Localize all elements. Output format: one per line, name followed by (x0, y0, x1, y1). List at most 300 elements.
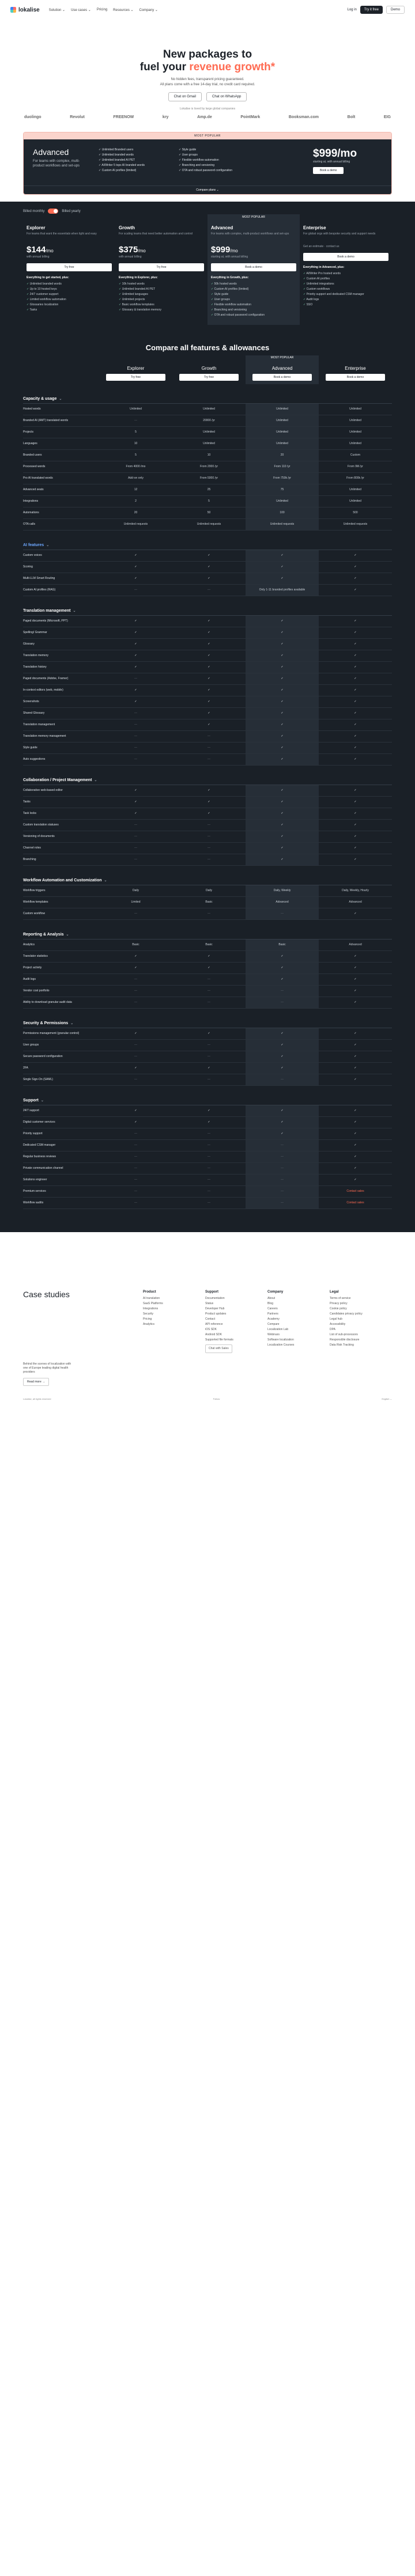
plan-everything-label: Everything in Growth, plus: (211, 276, 249, 279)
try-free-button[interactable]: Try it free (360, 6, 383, 14)
plan-price: $999/mo (211, 245, 238, 255)
table-cell: Basic (132, 943, 139, 946)
table-cell: Daily (132, 889, 139, 892)
table-cell: ✓ (207, 700, 210, 703)
hero-subtitle-2: All plans come with a free 14-day trial, no credit card required. (160, 83, 255, 86)
table-cell: ✓ (354, 654, 357, 657)
row-label: Screenshots (23, 700, 39, 703)
compare-cta-button[interactable]: Try free (179, 374, 239, 381)
table-cell: Advanced (246, 897, 319, 908)
table-row (23, 1051, 392, 1063)
footer-col-legal (330, 1290, 392, 1386)
table-cell: ✓ (207, 1066, 210, 1070)
table-cell: ✓ (354, 711, 357, 715)
table-cell: — (134, 1155, 137, 1158)
section-header[interactable] (23, 543, 392, 550)
row-label: Style guide (23, 746, 37, 749)
table-cell: ✓ (207, 711, 210, 715)
row-label: Translation memory (23, 654, 48, 657)
table-cell: ✓ (246, 785, 319, 796)
table-cell: Unlimited (203, 430, 215, 434)
table-cell: ✓ (354, 665, 357, 669)
table-row (23, 438, 392, 450)
table-cell: Unlimited (349, 488, 361, 491)
chevron-down-icon: ⌄ (46, 544, 50, 547)
plan-feature-item: ✓ Unlimited branded words (27, 282, 112, 287)
plan-name: Enterprise (303, 225, 326, 230)
row-label: In-context editors (web, mobile) (23, 688, 63, 692)
table-cell: Advanced (349, 900, 362, 904)
row-label: Workflow audits (23, 1201, 44, 1204)
table-cell: — (134, 746, 137, 749)
compare-col-name: Advanced (271, 366, 293, 371)
footer-link[interactable]: DPA (330, 1328, 335, 1331)
footer-link[interactable]: Pricing (143, 1317, 152, 1321)
table-cell: Daily (205, 889, 213, 892)
section-title: Reporting & Analysis (23, 933, 64, 937)
row-label: Scoring (23, 565, 33, 569)
footer-link[interactable]: Privacy policy (330, 1302, 348, 1305)
table-cell: — (134, 1043, 137, 1047)
footer-link[interactable]: Security (143, 1312, 154, 1316)
plan-everything-label: Everything to get started, plus: (27, 276, 69, 279)
footer-link[interactable]: Academy (267, 1317, 280, 1321)
table-cell: — (134, 1001, 137, 1004)
row-label: Single Sign-On (SAML) (23, 1078, 53, 1081)
table-cell: ✓ (207, 789, 210, 792)
table-cell: ✓ (354, 642, 357, 646)
row-label: Workflow templates (23, 900, 48, 904)
demo-button[interactable]: Demo (386, 6, 405, 14)
chevron-down-icon: ⌄ (70, 1022, 74, 1025)
nav-item-2[interactable]: Pricing (96, 7, 108, 12)
table-cell: ✓ (354, 846, 357, 850)
footer-link[interactable]: Webinars (267, 1333, 280, 1336)
section-title: AI features (23, 543, 44, 547)
section-header[interactable] (23, 933, 392, 940)
table-cell: ✓ (246, 1063, 319, 1074)
table-cell: Unlimited (246, 404, 319, 415)
footer-link[interactable]: Localization Courses (267, 1343, 295, 1347)
table-cell: 25 (207, 488, 211, 491)
footer-link[interactable]: Localization Lab (267, 1328, 289, 1331)
table-row (23, 940, 392, 951)
table-cell: ✓ (134, 688, 137, 692)
table-cell: ✓ (354, 577, 357, 580)
footer-col-title: Legal (330, 1290, 339, 1294)
nav-item-4[interactable]: Company ⌄ (139, 8, 158, 12)
footer-link[interactable]: Integrations (143, 1307, 159, 1310)
table-cell: From 4000 /mo (126, 465, 146, 468)
footer-link[interactable]: Documentation (205, 1297, 225, 1300)
table-cell: Unlimited (130, 407, 142, 411)
table-cell: ✓ (246, 843, 319, 854)
plan-price-period: /mo (46, 248, 54, 253)
section-header[interactable] (23, 778, 392, 785)
footer-link[interactable]: SaaS Platforms (143, 1302, 163, 1305)
table-cell: ✓ (207, 677, 210, 680)
plan-feature-item: ✓ Up to 10 hosted keys (27, 287, 112, 292)
compare-cta-button[interactable]: Book a demo (326, 374, 385, 381)
table-cell: — (207, 734, 210, 738)
chat-sales-button[interactable]: Chat with Sales (205, 1344, 232, 1353)
brand-logo[interactable] (10, 7, 40, 13)
plan-price-period: /mo (230, 248, 238, 253)
footer-link[interactable]: Compare (267, 1323, 280, 1326)
table-cell: ✓ (246, 808, 319, 819)
row-label: Regular business reviews (23, 1155, 56, 1158)
table-cell: — (207, 1132, 210, 1135)
promo-feature-item: ✓ Unlimited Branded users (99, 148, 134, 151)
table-cell: ✓ (354, 677, 357, 680)
plan-feature-item: ✓ Limited workflow automation (27, 297, 112, 302)
table-row (23, 473, 392, 484)
plan-desc: For teams that want the essentials when light and easy (27, 232, 97, 236)
table-cell: ✓ (134, 966, 137, 969)
row-label: Advanced seats (23, 488, 44, 491)
promo-feature-item: ✓ AI/Writer 5 tops AI branded words (99, 164, 145, 167)
table-cell: Unlimited (349, 430, 361, 434)
table-cell[interactable]: Contact sales (346, 1201, 364, 1204)
table-cell: — (207, 757, 210, 761)
plan-feature-item: ✓ Unlimited integrations (303, 282, 388, 287)
table-cell: ✓ (246, 616, 319, 627)
promo-plan-desc: For teams with complex, multi-product workflows and set-ups (33, 160, 80, 168)
table-cell: ✓ (207, 577, 210, 580)
chat-gmail-button[interactable]: Chat on Gmail (168, 92, 202, 101)
case-study-text: Behind the scenes of localization with one of Europe leading digital health providers (23, 1362, 71, 1374)
plan-feature-item: ✓ 24/7 customer support (27, 292, 112, 297)
table-row (23, 427, 392, 438)
table-cell: ✓ (354, 1166, 357, 1170)
table-cell: 10 (134, 442, 138, 445)
footer-col-title: Company (267, 1290, 284, 1294)
table-cell: 20 (134, 511, 138, 514)
footer-link[interactable]: Accessibility (330, 1323, 346, 1326)
table-cell: — (246, 986, 319, 997)
plan-feature-item: ✓ Branching and versioning (211, 308, 296, 313)
table-cell: — (207, 1189, 210, 1193)
table-cell: Unlimited requests (246, 519, 319, 530)
plan-billing-note: with annual billing (27, 255, 50, 259)
table-cell: Only 1-11 branded profiles available (246, 585, 319, 596)
footer-link[interactable]: Terms of service (330, 1297, 351, 1300)
table-cell: From 9M /yr (348, 465, 363, 468)
table-cell: ✓ (207, 565, 210, 569)
plan-cta-button[interactable]: Try free (119, 263, 204, 271)
table-cell: ✓ (207, 619, 210, 623)
table-cell: — (134, 835, 137, 838)
table-row (23, 719, 392, 731)
footer-link[interactable]: AI translation (143, 1297, 160, 1300)
plan-everything-label: Everything in Explorer, plus: (119, 276, 158, 279)
table-cell: ✓ (246, 951, 319, 962)
table-cell: — (207, 746, 210, 749)
row-label: Branching (23, 858, 36, 861)
table-cell: — (207, 846, 210, 850)
table-cell: ✓ (207, 554, 210, 557)
footer-link[interactable]: Software localization (267, 1338, 294, 1342)
table-cell: ✓ (134, 700, 137, 703)
table-cell: Unlimited (203, 407, 215, 411)
promo-feature-item: ✓ Branching and versioning (179, 164, 215, 167)
nav-item-3[interactable]: Resources ⌄ (113, 8, 134, 12)
promo-feature-item: ✓ OTA and robust password configuration (179, 169, 233, 172)
footer-link[interactable]: Partners (267, 1312, 278, 1316)
table-cell: ✓ (207, 723, 210, 726)
table-cell: Basic (205, 900, 213, 904)
table-cell: From 2000 /yr (199, 465, 218, 468)
plan-feature-item: ✓ Unlimited languages (119, 292, 204, 297)
row-label: Priority support (23, 1132, 43, 1135)
login-link[interactable]: Log in (347, 8, 357, 12)
customer-logo-6: Booksman.com (288, 115, 319, 119)
table-cell: 5 (135, 453, 137, 457)
table-row (23, 639, 392, 650)
plan-billing-note: Get an estimate · contact us (303, 245, 339, 248)
billing-toggle[interactable] (48, 209, 58, 214)
table-row (23, 450, 392, 461)
table-cell: ✓ (207, 665, 210, 669)
table-cell: ✓ (246, 573, 319, 584)
row-label: Custom AI profiles (RAG) (23, 588, 56, 592)
footer-link[interactable]: Contact (205, 1317, 216, 1321)
footer-link[interactable]: Analytics (143, 1323, 155, 1326)
table-cell: ✓ (134, 800, 137, 804)
table-cell: — (246, 1175, 319, 1185)
table-cell: 12 (134, 488, 138, 491)
table-row (23, 1074, 392, 1086)
read-more-button[interactable]: Read more → (23, 1378, 49, 1386)
footer-link[interactable]: Blog (267, 1302, 274, 1305)
table-cell: — (207, 1201, 210, 1204)
table-row (23, 1063, 392, 1074)
chat-whatsapp-button[interactable]: Chat on WhatsApp (206, 92, 247, 101)
chevron-down-icon: ⌄ (40, 1099, 44, 1103)
plan-feature-list (303, 271, 388, 308)
row-label: Spelling/ Grammar (23, 631, 47, 634)
table-cell: ✓ (354, 989, 357, 992)
table-cell: ✓ (134, 665, 137, 669)
table-cell: 20 (246, 450, 319, 461)
chevron-down-icon: ⌄ (73, 609, 76, 613)
table-cell: ✓ (354, 688, 357, 692)
table-cell: ✓ (354, 1132, 357, 1135)
row-label: Workflow triggers (23, 889, 46, 892)
table-row (23, 908, 392, 920)
plan-feature-item: ✓ 10k hosted words (119, 282, 204, 287)
table-cell: — (134, 858, 137, 861)
table-cell: ✓ (246, 685, 319, 696)
table-cell: ✓ (354, 823, 357, 827)
promo-feature-list-2 (179, 147, 251, 177)
promo-feature-item: ✓ Flexible workflow automation (179, 158, 219, 162)
table-cell: ✓ (207, 1032, 210, 1035)
table-cell: ✓ (246, 1051, 319, 1062)
nav-item-1[interactable]: Use cases ⌄ (71, 8, 91, 12)
footer-col-product (143, 1290, 205, 1386)
table-row (23, 519, 392, 531)
row-label: Pro AI translated words (23, 476, 53, 480)
footer-link[interactable]: iOS SDK (205, 1328, 217, 1331)
footer-col-support (205, 1290, 267, 1386)
table-cell: — (207, 1055, 210, 1058)
section-title: Workflow Automation and Customization (23, 878, 102, 882)
table-cell: — (246, 1186, 319, 1197)
case-studies-title: Case studies (23, 1290, 70, 1299)
plan-cta-button[interactable]: Try free (27, 263, 112, 271)
table-cell: ✓ (207, 654, 210, 657)
section-header[interactable] (23, 609, 392, 616)
footer-link[interactable]: Candidates privacy policy (330, 1312, 363, 1316)
section-header[interactable] (23, 878, 392, 885)
table-row (23, 662, 392, 673)
footer-link[interactable]: Product updates (205, 1312, 227, 1316)
billing-toggle-row (0, 209, 415, 214)
row-label: Custom workflow (23, 912, 46, 915)
table-row (23, 507, 392, 519)
table-cell: — (207, 1143, 210, 1147)
row-label: Paged documents (Adobe, Framer) (23, 677, 69, 680)
table-cell: ✓ (134, 1120, 137, 1124)
row-label: Collaborative web-based editor (23, 789, 63, 792)
most-popular-banner: MOST POPULAR (24, 132, 391, 139)
table-cell: — (246, 1140, 319, 1151)
table-cell: Add-on only (128, 476, 144, 480)
table-cell: ✓ (354, 912, 357, 915)
footer-link[interactable]: Legal hub (330, 1317, 342, 1321)
table-cell[interactable]: Contact sales (346, 1189, 364, 1193)
row-label: Digital customer services (23, 1120, 55, 1124)
promo-advanced-card (23, 132, 392, 195)
customer-logo-7: Bolt (347, 115, 356, 119)
row-label: Audit logs (23, 978, 36, 981)
plan-feature-item: ✓ Priority support and dedicated CSM manager (303, 292, 388, 297)
plan-card-explorer (23, 219, 115, 325)
section-header[interactable] (23, 1021, 392, 1028)
row-label: Custom voices (23, 554, 42, 557)
table-row (23, 854, 392, 866)
customer-logo-8: EIG (383, 115, 391, 119)
table-cell: 20000 /yr (203, 419, 215, 422)
plan-desc: For scaling teams that need better automation and control (119, 232, 193, 236)
table-cell: ✓ (207, 631, 210, 634)
billing-monthly-label: Billed monthly (23, 209, 45, 213)
table-cell: ✓ (246, 719, 319, 730)
plan-feature-item: ✓ User groups (211, 297, 296, 302)
footer-link[interactable]: API reference (205, 1323, 223, 1326)
promo-book-demo-button[interactable]: Book a demo (313, 167, 344, 174)
table-cell: ✓ (246, 1117, 319, 1128)
table-cell: — (246, 997, 319, 1008)
table-cell: — (207, 1155, 210, 1158)
table-cell: Unlimited requests (197, 522, 221, 526)
table-row (23, 754, 392, 766)
customer-logo-2: FREENOW (113, 115, 134, 119)
hero-title (0, 48, 415, 74)
table-cell: Unlimited (246, 427, 319, 438)
footer-link[interactable]: Developer Hub (205, 1307, 225, 1310)
compare-col-name: Enterprise (345, 366, 366, 371)
section-header[interactable] (23, 1098, 392, 1105)
customer-logos (24, 115, 391, 119)
table-row (23, 627, 392, 639)
table-cell: ✓ (246, 550, 319, 561)
table-cell: — (246, 908, 319, 919)
compare-cta-button[interactable]: Book a demo (252, 374, 312, 381)
region-select[interactable]: English ⌄ (382, 1397, 392, 1400)
hero-subtitle (0, 77, 415, 88)
footer-col-title: Product (143, 1290, 156, 1294)
footer-link[interactable]: Data Risk Tracking (330, 1343, 354, 1347)
table-cell: ✓ (134, 565, 137, 569)
promo-feature-item: ✓ User groups (179, 153, 198, 157)
row-label: User groups (23, 1043, 39, 1047)
table-row (23, 1163, 392, 1175)
footer-link[interactable]: Responsible disclosure (330, 1338, 360, 1342)
table-cell: ✓ (246, 743, 319, 753)
customer-logo-5: PointMark (240, 115, 261, 119)
table-cell: From 750k /yr (246, 473, 319, 484)
table-cell: ✓ (354, 619, 357, 623)
row-label: Translation memory management (23, 734, 66, 738)
footer-link[interactable]: Supported file formats (205, 1338, 233, 1342)
footer-link[interactable]: Careers (267, 1307, 278, 1310)
brand-name: lokalise (18, 6, 40, 13)
customer-logo-0: duolingo (24, 115, 42, 119)
row-label: Ability to download granular audit data (23, 1001, 72, 1004)
table-cell: ✓ (354, 1178, 357, 1181)
row-label: Integrations (23, 499, 39, 503)
table-cell: 10 (207, 453, 211, 457)
table-row (23, 831, 392, 843)
footer-link[interactable]: About (267, 1297, 276, 1300)
footer-link[interactable]: Android SDK (205, 1333, 222, 1336)
plan-desc: For teams with complex, multi-product workflows and set-ups (211, 232, 289, 236)
row-label: Languages (23, 442, 37, 445)
table-row (23, 562, 392, 573)
table-cell: — (134, 723, 137, 726)
compare-title: Compare all features & allowances (145, 343, 270, 352)
plan-name: Explorer (27, 225, 46, 230)
table-cell: ✓ (246, 963, 319, 973)
table-cell: ✓ (207, 1109, 210, 1112)
plan-cta-button[interactable]: Book a demo (211, 263, 296, 271)
section-header[interactable] (23, 397, 392, 404)
table-cell: — (246, 1163, 319, 1174)
table-cell: ✓ (246, 673, 319, 684)
table-cell: — (134, 711, 137, 715)
plan-cta-button[interactable]: Book a demo (303, 253, 388, 261)
footer-link[interactable]: List of sub-processors (330, 1333, 358, 1336)
table-row (23, 708, 392, 719)
table-row (23, 650, 392, 662)
promo-feature-item: ✓ Unlimited branded words (99, 153, 134, 157)
table-row (23, 1128, 392, 1140)
compare-plans-link[interactable]: Compare plans ⌄ (24, 185, 391, 194)
hero-section (0, 20, 415, 119)
nav-item-0[interactable]: Solution ⌄ (48, 8, 66, 12)
footer-link[interactable]: Status (205, 1302, 214, 1305)
row-label: Hosted words (23, 407, 41, 411)
footer-link[interactable]: Cookie policy (330, 1307, 347, 1310)
compare-cta-button[interactable]: Try free (106, 374, 165, 381)
table-cell: ✓ (354, 723, 357, 726)
table-cell: — (207, 912, 210, 915)
chevron-down-icon: ⌄ (59, 397, 62, 401)
row-label: Analytics (23, 943, 35, 946)
table-cell: ✓ (134, 554, 137, 557)
